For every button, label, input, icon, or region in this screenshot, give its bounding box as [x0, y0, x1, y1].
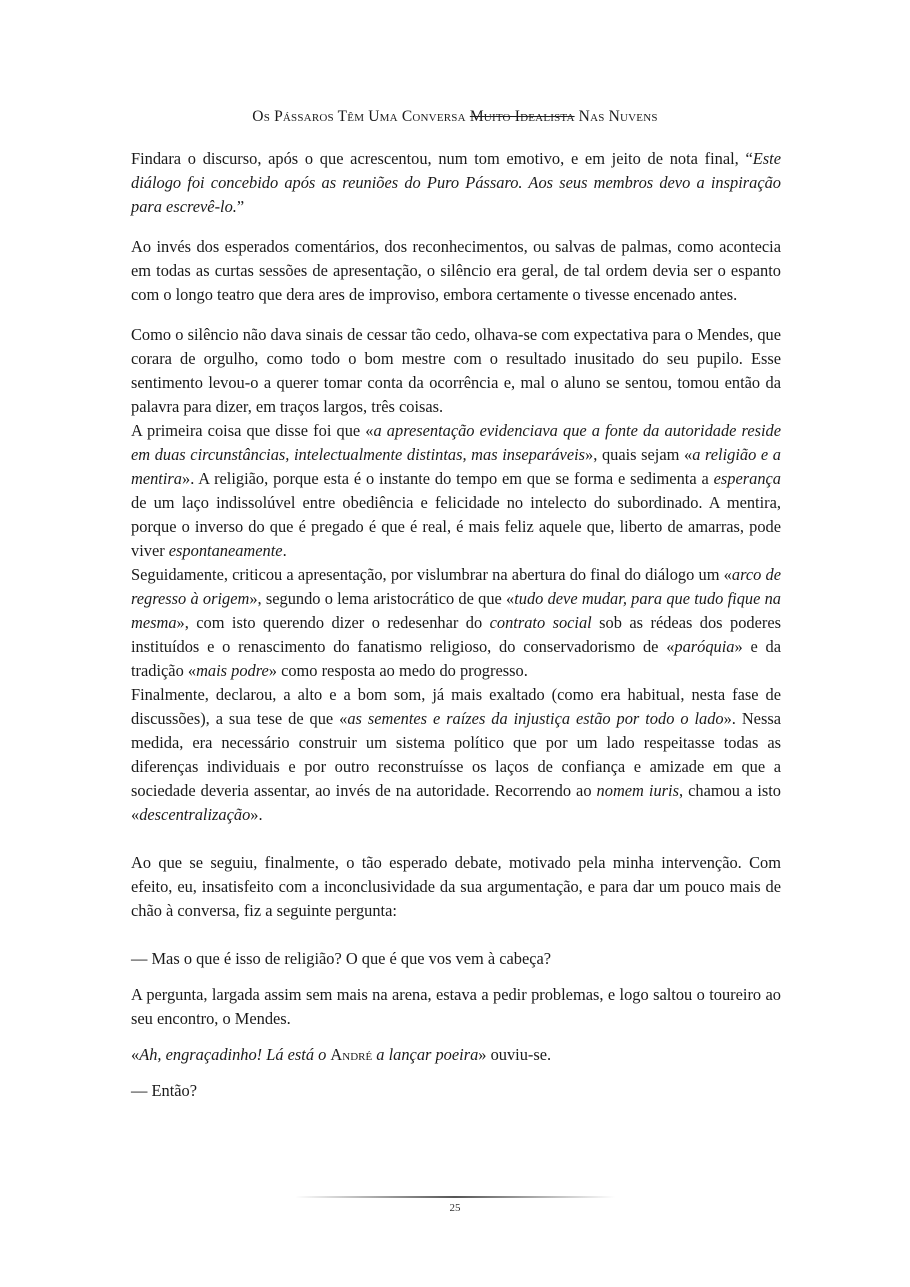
text-run: Findara o discurso, após o que acrescentou, num tom emotivo, e em jeito de nota final, “: [131, 149, 753, 168]
text-run: ”: [236, 197, 245, 216]
quote-italic: Este diálogo foi concebido após as reuniões do Puro Pássaro. Aos seus membros devo a inspiração para escrevê-lo.: [131, 149, 781, 216]
text-run: » e da tradição «: [131, 637, 781, 680]
quote-italic: a apresentação evidenciava que a fonte da autoridade reside em duas circunstâncias, intelectualmente distintas, mas inseparáveis: [131, 421, 781, 464]
text-run: ». Nessa medida, era necessário construir um sistema político que por um lado respeitasse todas as diferenças individuais e por outro reconstruísse os laços de confiança e amizade em que a sociedade deveria assentar, ao invés de na autoridade. Recorrendo ao: [131, 709, 781, 800]
paragraph-3: Como o silêncio não dava sinais de cessar tão cedo, olhava-se com expectativa para o Mendes, que corara de orgulho, como todo o bom mestre com o resultado inusitado do seu pupilo. Esse sentimento levou-o a querer tomar conta da ocorrência e, mal o aluno se sentou, tomou então da palavra para dizer, em traços largos, três coisas.: [131, 325, 781, 416]
text-run: » ouviu-se.: [478, 1045, 552, 1064]
text-run: de um laço indissolúvel entre obediência e felicidade no intelecto do subordinado. A mentira, porque o inverso do que é pregado é que é real, é mais feliz aquele que, liberto de amarras, pode viver: [131, 493, 781, 560]
text-run: », quais sejam «: [585, 445, 693, 464]
paragraph-6: [131, 683, 781, 827]
text-run: » como resposta ao medo do progresso.: [268, 661, 528, 680]
emphasis-italic: contrato social: [489, 613, 592, 632]
quote-italic: mais podre: [196, 661, 269, 680]
text-run: .: [282, 541, 287, 560]
quote-italic: descentralização: [139, 805, 251, 824]
text-run: ».: [250, 805, 263, 824]
footer-ornament-rule: [295, 1196, 615, 1198]
paragraph-4: [131, 419, 781, 563]
page-number: 25: [449, 1202, 461, 1214]
paragraph-5: [131, 563, 781, 683]
header-title-strikethrough: Muito Idealista: [469, 108, 575, 125]
header-title-start: Os Pássaros Têm Uma Conversa: [252, 108, 470, 125]
text-run: Finalmente, declarou, a alto e a bom som, já mais exaltado (como era habitual, nesta fase de discussões), a sua tese de que «: [131, 685, 781, 728]
text-run: », segundo o lema aristocrático de que «: [249, 589, 515, 608]
quote-line: [131, 1043, 781, 1067]
quote-italic: a religião e a mentira: [131, 445, 781, 488]
emphasis-italic: esperança: [713, 469, 781, 488]
paragraph-9: A pergunta, largada assim sem mais na arena, estava a pedir problemas, e logo saltou o toureiro ao seu encontro, o Mendes.: [131, 985, 781, 1028]
emphasis-italic: nomem iuris: [596, 781, 679, 800]
emphasis-italic: espontaneamente: [168, 541, 283, 560]
quote-italic: a lançar poeira: [372, 1045, 479, 1064]
header-title-end: Nas Nuvens: [574, 108, 658, 125]
name-small-caps: André: [330, 1045, 373, 1064]
text-run: ». A religião, porque esta é o instante do tempo em que se forma e sedimenta a: [182, 469, 714, 488]
body-text: [131, 147, 781, 1103]
quote-italic: tudo deve mudar, para que tudo fique na mesma: [131, 589, 781, 632]
quote-italic: paróquia: [674, 637, 735, 656]
text-run: Seguidamente, criticou a apresentação, por vislumbrar na abertura do final do diálogo um «: [131, 565, 732, 584]
text-run: sob as rédeas dos poderes instituídos e o renascimento do fanatismo religioso, do conservadorismo de «: [131, 613, 781, 656]
dialogue-line-2: — Então?: [131, 1081, 197, 1100]
text-run: «: [131, 1045, 140, 1064]
paragraph-2: Ao invés dos esperados comentários, dos reconhecimentos, ou salvas de palmas, como acontecia em todas as curtas sessões de apresentação, o silêncio era geral, de tal ordem devia ser o espanto com o longo teatro que dera ares de improviso, embora certamente o tivesse encenado antes.: [131, 237, 781, 304]
dialogue-line-1: — Mas o que é isso de religião? O que é que vos vem à cabeça?: [131, 949, 552, 968]
running-header: [0, 108, 910, 126]
text-run: A primeira coisa que disse foi que «: [131, 421, 374, 440]
text-run: , chamou a isto «: [131, 781, 782, 824]
quote-italic: as sementes e raízes da injustiça estão por todo o lado: [347, 709, 724, 728]
paragraph-7: Ao que se seguiu, finalmente, o tão esperado debate, motivado pela minha intervenção. Com efeito, eu, insatisfeito com a inconclusividade da sua argumentação, e para dar um pouco mais de chão à conversa, fiz a seguinte pergunta:: [131, 853, 781, 920]
quote-italic: Ah, engraçadinho! Lá está o: [139, 1045, 331, 1064]
quote-italic: arco de regresso à origem: [131, 565, 781, 608]
paragraph-1: [131, 147, 781, 219]
text-run: », com isto querendo dizer o redesenhar do: [176, 613, 490, 632]
